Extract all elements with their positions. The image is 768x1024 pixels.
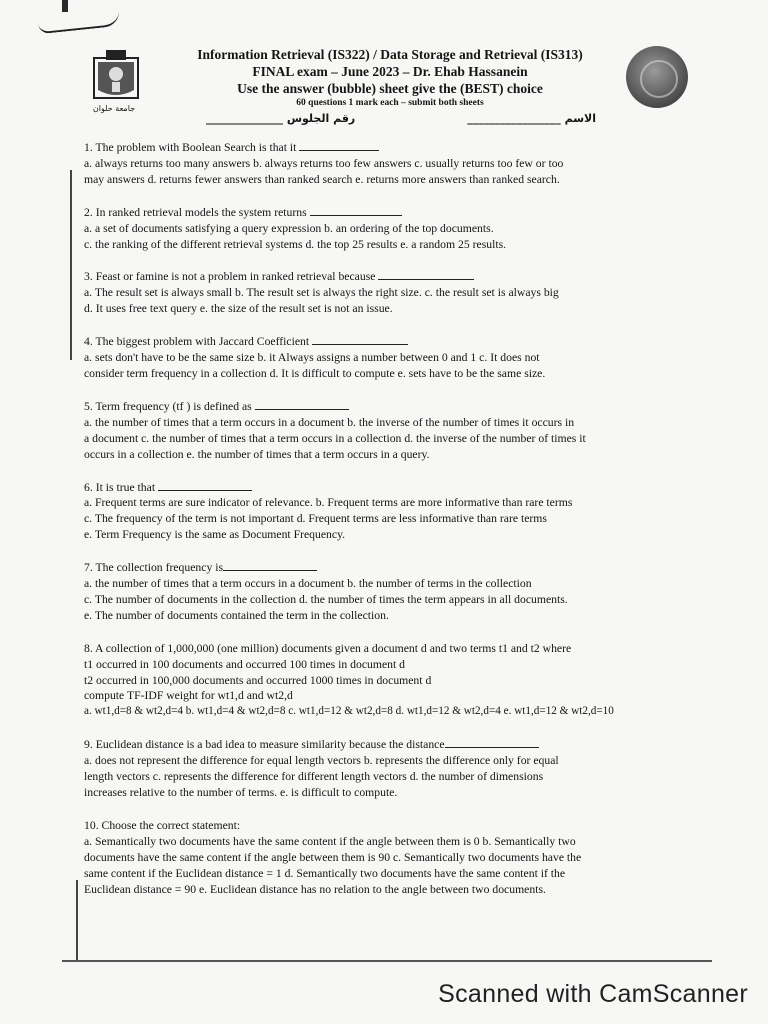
answer-blank (312, 334, 408, 345)
question-5 (84, 399, 682, 463)
options-line: a. the number of times that a term occurs in a document b. the number of terms in the collection (84, 577, 532, 591)
options-line: a document c. the number of times that a term occurs in a collection d. the inverse of the number of times it (84, 431, 586, 445)
options-line: c. The number of documents in the collection d. the number of times the term appears in all documents. (84, 592, 568, 606)
question-7 (84, 560, 682, 624)
crest-caption: جامعة حلوان (92, 104, 136, 113)
university-crest-icon (92, 48, 140, 106)
options-line: a. a set of documents satisfying a query expression b. an ordering of the top documents. (84, 221, 494, 235)
question-stem: 10. Choose the correct statement: (84, 818, 241, 832)
answer-blank (223, 560, 317, 571)
question-stem: 5. Term frequency (tf ) is defined as (84, 399, 252, 413)
exam-instructions: Use the answer (bubble) sheet give the (BEST) choice (237, 81, 543, 96)
answer-blank (445, 737, 539, 748)
options-line: c. the ranking of the different retrieval systems d. the top 25 results e. a random 25 results. (84, 237, 507, 251)
questions-list (84, 140, 682, 897)
seat-number-blank: ______________ (206, 112, 283, 125)
seat-number-label: رقم الجلوس (286, 112, 356, 125)
question-stem: 4. The biggest problem with Jaccard Coefficient (84, 335, 310, 349)
options-line: e. Term Frequency is the same as Document Frequency. (84, 528, 346, 542)
options-line: c. The frequency of the term is not important d. Frequent terms are less informative than rare terms (84, 512, 547, 526)
question-stem: 2. In ranked retrieval models the system returns (84, 205, 307, 219)
question-8 (84, 641, 682, 721)
question-10 (84, 818, 682, 898)
question-stem: 6. It is true that (84, 480, 156, 494)
options-line: consider term frequency in a collection d. It is difficult to compute e. sets have to be the same size. (84, 366, 546, 380)
options-line: a. Frequent terms are sure indicator of relevance. b. Frequent terms are more informative than rare terms (84, 496, 573, 510)
question-1 (84, 140, 682, 188)
page-bottom-rule (62, 960, 712, 962)
question-9 (84, 737, 682, 801)
answer-blank (299, 140, 379, 151)
seat-number-field (206, 112, 355, 125)
course-title: Information Retrieval (IS322) / Data Storage and Retrieval (IS313) (197, 47, 583, 62)
scan-artifact-top (62, 0, 68, 12)
question-2 (84, 205, 682, 253)
question-stem: 9. Euclidean distance is a bad idea to measure similarity because the distance (84, 738, 445, 752)
exam-header (150, 46, 630, 109)
question-4 (84, 334, 682, 382)
question-detail-line: compute TF-IDF weight for wt1,d and wt2,d (84, 689, 293, 703)
question-stem: 1. The problem with Boolean Search is that it (84, 141, 297, 154)
exam-marks-note: 60 questions 1 mark each – submit both sheets (296, 98, 484, 108)
question-stem: 7. The collection frequency is (84, 561, 224, 575)
options-line: a. the number of times that a term occurs in a document b. the inverse of the number of times it occurs in (84, 415, 575, 429)
options-line: a. always returns too many answers b. always returns too few answers c. usually returns too few or too (84, 156, 564, 170)
options-line: a. Semantically two documents have the same content if the angle between them is 0 b. Semantically two (84, 834, 576, 848)
margin-line-left-bottom (76, 880, 78, 960)
question-stem: 8. A collection of 1,000,000 (one million) documents given a document d and two terms t1 and t2 where (84, 641, 572, 655)
options-line: a. The result set is always small b. The result set is always the right size. c. the result set is always big (84, 286, 559, 300)
answer-blank (310, 205, 402, 216)
answer-blank (378, 269, 474, 280)
options-line: a. wt1,d=8 & wt2,d=4 b. wt1,d=4 & wt2,d=8 c. wt1,d=12 & wt2,d=8 d. wt1,d=12 & wt2,d=4 e. wt1,d=12 & wt2,d=10 (84, 705, 614, 718)
answer-blank (158, 480, 252, 491)
question-3 (84, 269, 682, 317)
student-info-row (206, 112, 596, 125)
options-line: a. sets don't have to be the same size b. it Always assigns a number between 0 and 1 c. It does not (84, 351, 540, 365)
margin-line-left (70, 170, 72, 360)
options-line: a. does not represent the difference for equal length vectors b. represents the difference only for equal (84, 754, 559, 768)
options-line: e. The number of documents contained the term in the collection. (84, 608, 389, 622)
exam-title: FINAL exam – June 2023 – Dr. Ehab Hassanein (252, 64, 528, 79)
faculty-seal-icon (626, 46, 688, 108)
scan-artifact-curve (37, 10, 120, 34)
options-line: documents have the same content if the angle between them is 90 c. Semantically two documents have the (84, 850, 582, 864)
question-stem: 3. Feast or famine is not a problem in ranked retrieval because (84, 270, 376, 284)
student-name-field (467, 112, 596, 125)
question-6 (84, 480, 682, 544)
options-line: Euclidean distance = 90 e. Euclidean distance has no relation to the angle between two documents. (84, 882, 546, 896)
answer-blank (255, 399, 349, 410)
student-name-label: الاسم (564, 112, 596, 125)
scanner-watermark: Scanned with CamScanner (438, 980, 748, 1008)
options-line: occurs in a collection e. the number of times that a term occurs in a query. (84, 447, 430, 461)
student-name-blank: _________________ (467, 112, 561, 125)
question-detail-line: t1 occurred in 100 documents and occurred 100 times in document d (84, 657, 405, 671)
options-line: increases relative to the number of terms. e. is difficult to compute. (84, 786, 398, 799)
options-line: may answers d. returns fewer answers than ranked search e. returns more answers than ranked search. (84, 172, 560, 186)
options-line: d. It uses free text query e. the size of the result set is not an issue. (84, 302, 393, 316)
options-line: same content if the Euclidean distance = 1 d. Semantically two documents have the same content if the (84, 866, 566, 880)
options-line: length vectors c. represents the difference for different length vectors d. the number of dimensions (84, 770, 544, 784)
question-detail-line: t2 occurred in 100,000 documents and occurred 1000 times in document d (84, 673, 432, 687)
